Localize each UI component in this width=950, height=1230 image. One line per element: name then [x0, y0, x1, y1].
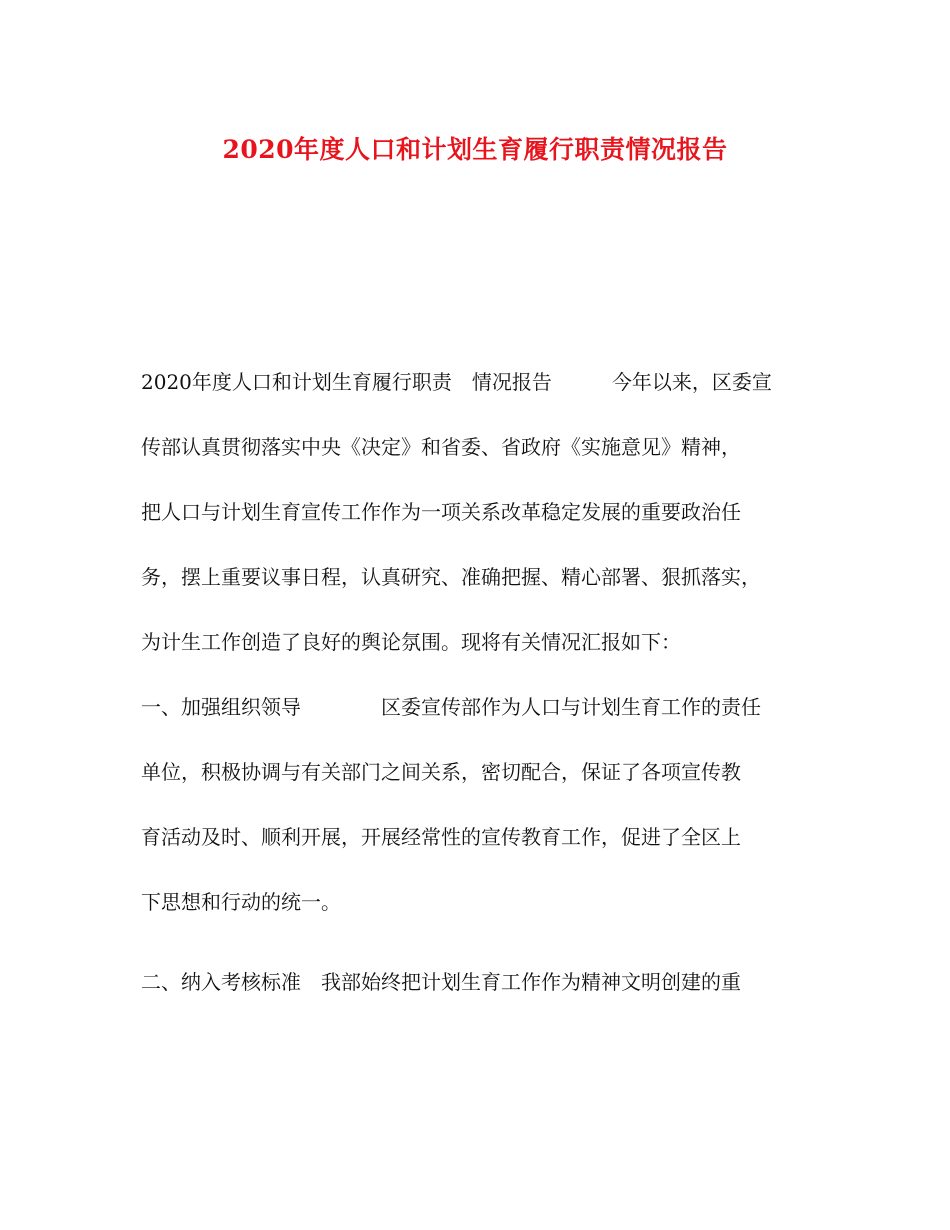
body-line: 务，摆上重要议事日程，认真研究、准确把握、精心部署、狠抓落实，	[141, 565, 761, 589]
body-line: 一、加强组织领导 区委宣传部作为人口与计划生育工作的责任	[141, 695, 761, 719]
body-line: 为计生工作创造了良好的舆论氛围。现将有关情况汇报如下：	[141, 630, 681, 654]
body-line: 2020年度人口和计划生育履行职责 情况报告 今年以来，区委宣	[141, 370, 772, 394]
body-line: 把人口与计划生育宣传工作作为一项关系改革稳定发展的重要政治任	[141, 500, 741, 524]
body-line: 传部认真贯彻落实中央《决定》和省委、省政府《实施意见》精神，	[141, 435, 741, 459]
body-line: 育活动及时、顺利开展，开展经常性的宣传教育工作，促进了全区上	[141, 825, 741, 849]
document-body	[141, 362, 821, 1027]
body-line: 二、纳入考核标准 我部始终把计划生育工作作为精神文明创建的重	[141, 970, 741, 994]
body-line: 单位，积极协调与有关部门之间关系，密切配合，保证了各项宣传教	[141, 760, 741, 784]
body-line: 下思想和行动的统一。	[141, 890, 341, 914]
document-title: 2020年度人口和计划生育履行职责情况报告	[222, 135, 728, 164]
